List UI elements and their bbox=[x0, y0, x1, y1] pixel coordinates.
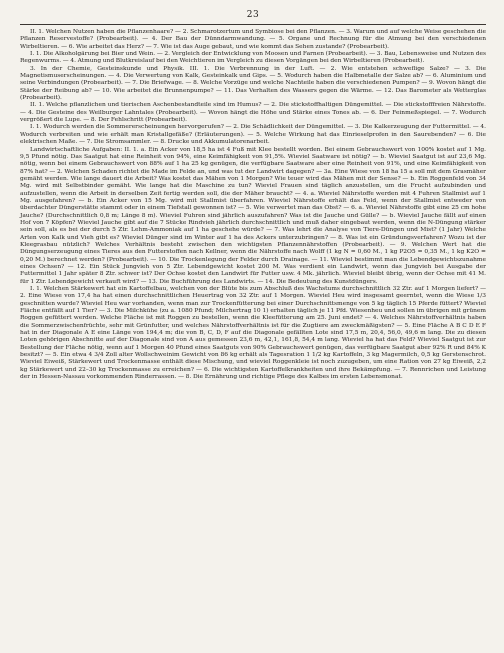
paragraph-biology-i: I. 1. Die Alkoholgärung bei Bier und Wein. — 2. Vergleich der Entwicklung von Moosen und Farnen (Probearbeit). — 3. Bau, Lebensweise und Nutzen des Regenwurms. — 4. Atmung und Blutkreislauf bei den Weichtieren im Vergleich zu diesen Vorgängen bei den Wirbeltieren (Probearbeit). bbox=[20, 51, 487, 65]
paragraph-chemistry-iii: 3. In der Chemie, Gesteinskunde und Physik. III. 1. Die Verbrennung in der Luft. — 2. Wie entstehen schweflige Salze? — 3. Die Magnetismuserscheinungen. — 4. Die Verwertung von Kalk, Gesteinkalk und Gips. — 5. Wodurch haben die Halbmetalle der Salze ab? — 6. Aluminium und seine Verbindungen (Probearbeit). — 7. Die Briefwage. — 8. Welche Vorzüge und welche Nachteile haben die verschiedenen Pumpen? — 9. Wovon hängt die Stärke der Reibung ab? — 10. Wie arbeitet die Brunnenpumpe? — 11. Das Verhalten des Wassers gegen die Wärme. — 12. Das Barometer als Wetterglas (Probearbeit). bbox=[20, 65, 486, 102]
paragraph-agriculture-ii: Landwirtschaftliche Aufgaben: II. 1. a. Ein Acker von 18,5 ha ist 4 Fuß mit Klee bestellt worden. Bei einem Gebrauchswert von 100% kostet auf 1 Mg. 9,5 Pfund nötig. Das Saatgut hat eine Reinheit von 94%, eine Keimfähigkeit von 91,5%. Wieviel Saatware ist nötig? — b. Wieviel Saatgut ist auf 23,6 Mg. nötig, wenn bei einem Gebrauchswert von 88% auf 1 ha 25 kg genügen, die verfügbare Saatware aber eine Reinheit von 91%, und eine Keimfähigkeit von 87% hat? — 2. Welchen Schaden richtet die Made im Felde an, und was tut der Landwirt dagegen? — 3a. Eine Wiese von 18 ha 15 a soll mit dem Grasmäher gemäht werden. Wie lange dauert die Arbeit? Was kostet das Mähen von 1 Morgen? Wie teuer wird das Mähen mit der Sense? — b. Ein Roggenfeld von 34 Mg. wird mit Selbstbinder gemäht. Wie lange hat die Maschine zu tun? Wieviel Frauen sind täglich anzustellen, um die Frucht aufzubinden und aufzustellen, wenn die Arbeit in derselben Zeit fertig werden soll, die der Mäher braucht? — 4. a. Wieviel Nährstoffe werden mit 4 Fuhren Stallmist auf 1 Mg. ausgefahren? — b. Ein Acker von 15 Mg. wird mit Stallmist überfahren. Wieviel Nährstoffe erhält das Feld, wenn der Stallmist entweder von überdachter Düngerstätte stammt oder in einem Tiefstall gewonnen ist? — 5. Wie verwertet man das Obst? — 6. a. Wieviel Nährstoffe gibt eine 25 cm hohe Jauche? (Durchschnittlich 0,8 m; Länge 8 m). Wieviel Fuhren sind jährlich auszufahren? Was ist die Jauche und Gülle? — b. Wieviel Jauche fällt auf einen Hof von 7 Köpfen? Wieviel Jauche gibt auf die 7 Stücke Rindvieh jährlich durchschnittlich und muß daher eingebaut werden, wenn die N-Düngung stärker sein soll, als es bei der durch 5 Ztr. Lehm-Ammoniak auf 1 ha geschehe würde? — 7. Was lehrt die Analyse von Tiere-Düngen und Mist? (1 Jahr) Welche Arten von Kalk und Vieh gibt es? Wieviel Dünger sind im Winter auf 1 ha des Ackers unterzubringen? — 8. Was ist ein Gründungsverfahren? Wozu ist der Kleegrasbau nützlich? Welches Verhältnis besteht zwischen den wichtigsten Pflanzennährstoffen (Probearbeit). — 9. Welchen Wert hat die Düngungserzeugung eines Tieres aus den Futterstoffen nach Kellner, wenn die Nährstoffe nach Wolff (1 kg N = 0,60 M., 1 kg P2O5 = 0,35 M., 1 kg K2O = 0,20 M.) berechnet werden? (Probearbeit). — 10. Die Trockenlegung der Felder durch Drainage. — 11. Wieviel bestimmt man die Lebendgewichtszunahme eines Ochsen? — 12. Ein Stück Jungvieh von 5 Ztr. Lebendgewicht kostet 200 M. Was verdient ein Landwirt, wenn das Jungvieh bei Ausgabe der Futtermittel 1 Jahr später 8 Ztr. schwer ist? Der Ochse kostet den Landwirt für Futter usw. 4 Mk. jährlich. Wieviel bleibt übrig, wenn der Ochse mit 41 M. für 1 Ztr. Lebendgewicht verkauft wird? — 13. Die Buchführung des Landwirts. — 14. Die Bedeutung des Kunstdüngers. bbox=[20, 146, 486, 285]
paragraph-chemistry-i: I. 1. Wodurch werden die Sommererscheinungen hervorgerufen? — 2. Die Schädlichkeit der Düngemittel. — 3. Die Kalkerzeugung der Futtermittel. — 4. Wodurch verbreiten und wie erhält man Kristallgefäße? (Erläuterungen). — 5. Welche Wirkung hat das Einrieselprofen in den Saurebenden? — 6. Die elektrischen Maße. — 7. Die Stromsammler. — 8. Drucke und Akkumulatorenarbeit. bbox=[20, 124, 486, 146]
header-rule bbox=[20, 24, 486, 25]
paragraph-chemistry-ii: II. 1. Welche pflanzlichen und tierischen Aschenbestandteile sind im Humus? — 2. Die stickstoffhaltigen Düngemittel. — Die stickstofffreien Nährstoffe. — 4. Die Gesteine des Weilburger Lahntales (Probearbeit). — Wovon hängt die Höhe und Stärke eines Tones ab. — 6. Der Feinmeßspiegel. — 7. Wodurch vergrößert die Lupe. — 8. Der Fehlschritt (Probearbeit). bbox=[20, 102, 486, 124]
page-number: 23 bbox=[246, 10, 260, 20]
paragraph-agriculture-i: I. 1. Welchen Stärkewert hat ein Kartoffelbau, welchen von der Blüte bis zum Abschluß des Wachstums durchschnittlich 32 Ztr. auf 1 Morgen liefert? — 2. Eine Wiese von 17,4 ha hat einen durchschnittlichen Heuertrag von 32 Ztr. auf 1 Morgen. Wieviel Heu wird insgesamt geerntet, wenn die Wiese 1/3 geschnitten wurde? Wieviel Heu war vorhanden, wenn man zur Trockenfütterung bei einer Durchschnittsmenge von 5 kg täglich 15 Pferde füttert? Wieviel Fläche entfällt auf 1 Tier? — 3. Die Milchkühe (zu a. 1080 Pfund; Milchertrag 10 1) erhalten täglich je 11 Pfd. Wiesenheu und sollen im übrigen mit grünem Roggen gefüttert werden. Welche Fläche ist mit Roggen zu bestellen, wenn die Kleefütterung am 25. Juni endet? — 4. Welches Nährstoffverhältnis haben die Sommerzwischenfrüchte, sehr mit Grünfutter, und welches Nährstoffverhältnis ist für die Zugtiere am zweckmäßigsten? — 5. Eine Fläche A B C D E F hat in der Diagonale A E eine Länge von 194,4 m; die von B, C, D, F auf die Diagonale gefällten Lote sind 17,5 m, 20,4, 56,0, 49,6 m lang. Die zu diesen Loten gehörigen Abschnitte auf der Diagonale sind von A aus gemessen 23,6 m, 42,1, 161,8, 54,4 m lang. Wieviel ha hat das Feld? Wieviel Saatgut ist zur Bestellung der Fläche nötig, wenn auf 1 Morgen 40 Pfund eines Saatguts von 90% Gebrauchswert genügen, das verfügbare Saatgut aber 92% R und 84% K besitzt? — 5. Ein etwa 4 3/4 Zoll alter Wollschweinim Gewicht von 86 kg erhält als Tagesration 1 1/2 kg Kartoffeln, 3 kg Magermilch, 0,5 kg Gerstenschrot. Wieviel Eiweiß, Stärkewert und Trockenmasse enthält diese Mischung, und wieviel Roggenkleie ist noch zuzugeben, um eine Ration von 27 kg Eiweiß, 2,2 kg Stärkewert und 22–30 kg Trockenmasse zu erreichen? — 6. Die wichtigsten Kartoffelkrankheiten und ihre Bekämpfung. — 7. Rennrichen und Leistung der in Hessen-Nassau vorkommenden Rinderrassen. — 8. Die Ernährung und richtige Pflege des Kalbes im ersten Lebensmonat. bbox=[20, 286, 486, 381]
paragraph-biology-ii: II. 1. Welchen Nutzen haben die Pflanzenhaare? — 2. Schmarotzertum und Symbiose bei den Pflanzen. — 3. Warum und auf welche Weise geschehen die Pflanzen Reservestoffe? (Probearbeit). — 4. Der Bau der Dünndarmwandung. — 5. Organe und Rechnung für die Atmung bei den verschiedenen Wirbeltieren. — 6. Wie arbeitet das Herz? — 7. Wie ist das Auge gebaut, und wie kommt das Sehen zustande? (Probearbeit). bbox=[20, 29, 486, 50]
body-text bbox=[20, 29, 486, 382]
